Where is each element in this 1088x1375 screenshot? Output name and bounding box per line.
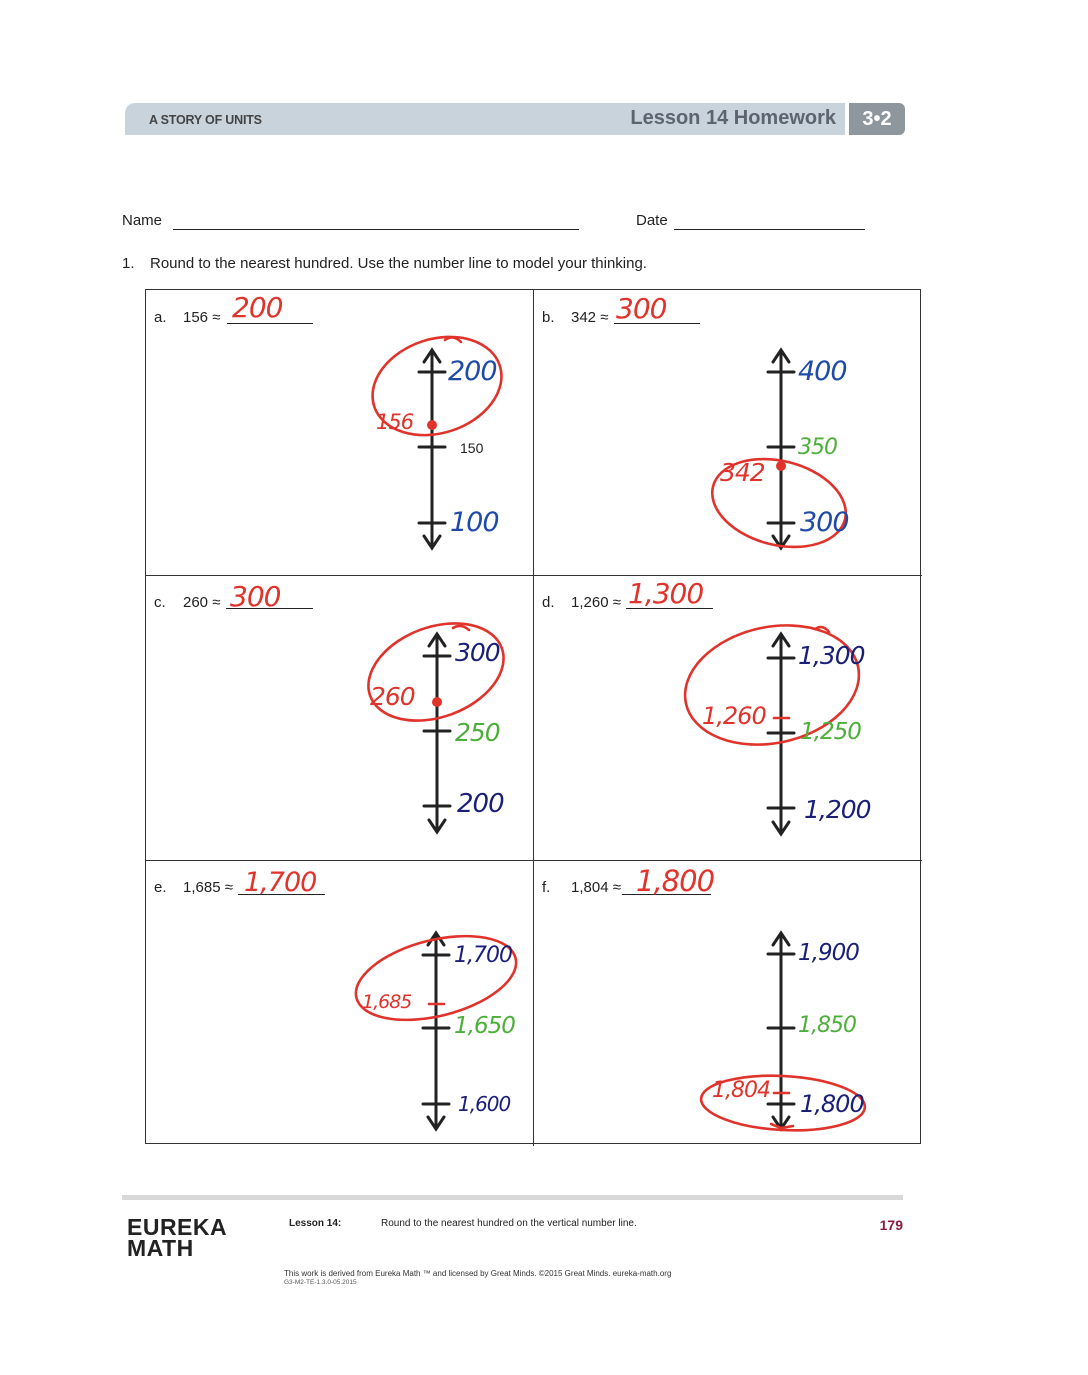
top-label-c: 300 <box>455 638 500 667</box>
question-number: 1. <box>122 255 135 272</box>
bottom-label-d: 1,200 <box>804 795 871 824</box>
date-label: Date <box>636 212 668 229</box>
mark-c <box>453 626 469 630</box>
problem-prompt: 260 ≈ <box>183 594 221 611</box>
point-label-c: 260 <box>370 682 415 711</box>
mid-label-f: 1,850 <box>798 1013 856 1038</box>
copyright-notice: This work is derived from Eureka Math ™ and licensed by Great Minds. ©2015 Great Minds. eureka-math.org <box>284 1269 672 1278</box>
problem-prompt: 156 ≈ <box>183 309 221 326</box>
number-line-f <box>768 933 794 1129</box>
problem-letter: c. <box>154 594 166 611</box>
top-label-a: 200 <box>448 356 497 387</box>
point-label-e: 1,685 <box>362 991 412 1013</box>
problem-prompt: 1,804 ≈ <box>571 879 621 896</box>
name-label: Name <box>122 212 163 229</box>
mid-label-e: 1,650 <box>454 1013 515 1039</box>
series-label: A STORY OF UNITS <box>149 113 262 127</box>
number-line-e <box>423 933 449 1129</box>
bottom-label-c: 200 <box>457 789 504 819</box>
answer-f: 1,800 <box>636 864 715 898</box>
answer-e: 1,700 <box>244 867 317 898</box>
answer-d: 1,300 <box>628 577 704 610</box>
point-b <box>776 461 786 471</box>
point-label-f: 1,804 <box>712 1078 770 1103</box>
problem-letter: a. <box>154 309 167 326</box>
question-text: Round to the nearest hundred. Use the number line to model your thinking. <box>150 255 647 272</box>
mid-label-b: 350 <box>798 435 837 460</box>
footer-lesson-label: Lesson 14: <box>289 1218 342 1229</box>
problem-letter: b. <box>542 309 555 326</box>
problem-prompt: 342 ≈ <box>571 309 609 326</box>
point-label-d: 1,260 <box>702 702 766 730</box>
problem-letter: f. <box>542 879 551 896</box>
page-title: Lesson 14 Homework <box>630 107 836 129</box>
logo-line-2: MATH <box>127 1235 194 1261</box>
problem-letter: d. <box>542 594 555 611</box>
footer-rule <box>122 1195 903 1200</box>
bottom-label-b: 300 <box>800 507 849 538</box>
footer-lesson-description: Round to the nearest hundred on the vertical number line. <box>381 1218 637 1229</box>
number-line-d <box>768 634 794 834</box>
number-line-b <box>768 350 794 548</box>
bottom-label-a: 100 <box>450 507 499 538</box>
bottom-label-e: 1,600 <box>458 1092 511 1116</box>
logo-line-1: EUREKA <box>127 1214 228 1240</box>
answer-a: 200 <box>232 291 283 324</box>
top-label-e: 1,700 <box>454 943 512 968</box>
top-label-d: 1,300 <box>798 641 865 670</box>
page-number: 179 <box>879 1217 903 1233</box>
top-label-b: 400 <box>798 356 847 387</box>
problem-prompt: 1,685 ≈ <box>183 879 233 896</box>
red-annotations <box>347 321 870 1134</box>
bottom-label-f: 1,800 <box>800 1090 864 1118</box>
eureka-math-logo <box>127 1214 228 1261</box>
answer-b: 300 <box>616 292 667 325</box>
number-line-c <box>424 634 450 832</box>
answer-c: 300 <box>230 580 281 613</box>
mid-label-d: 1,250 <box>800 719 861 745</box>
point-label-a: 156 <box>376 410 414 434</box>
mid-label-c: 250 <box>455 718 500 747</box>
top-label-f: 1,900 <box>798 940 859 966</box>
grade-module-badge: 3•2 <box>849 103 905 135</box>
point-label-b: 342 <box>720 458 765 487</box>
problem-letter: e. <box>154 879 167 896</box>
point-c <box>432 697 442 707</box>
number-line-a <box>419 350 445 548</box>
mid-label-a: 150 <box>460 440 484 456</box>
point-a <box>427 420 437 430</box>
document-code: G3-M2-TE-1.3.0-05.2015 <box>284 1279 357 1286</box>
problem-prompt: 1,260 ≈ <box>571 594 621 611</box>
